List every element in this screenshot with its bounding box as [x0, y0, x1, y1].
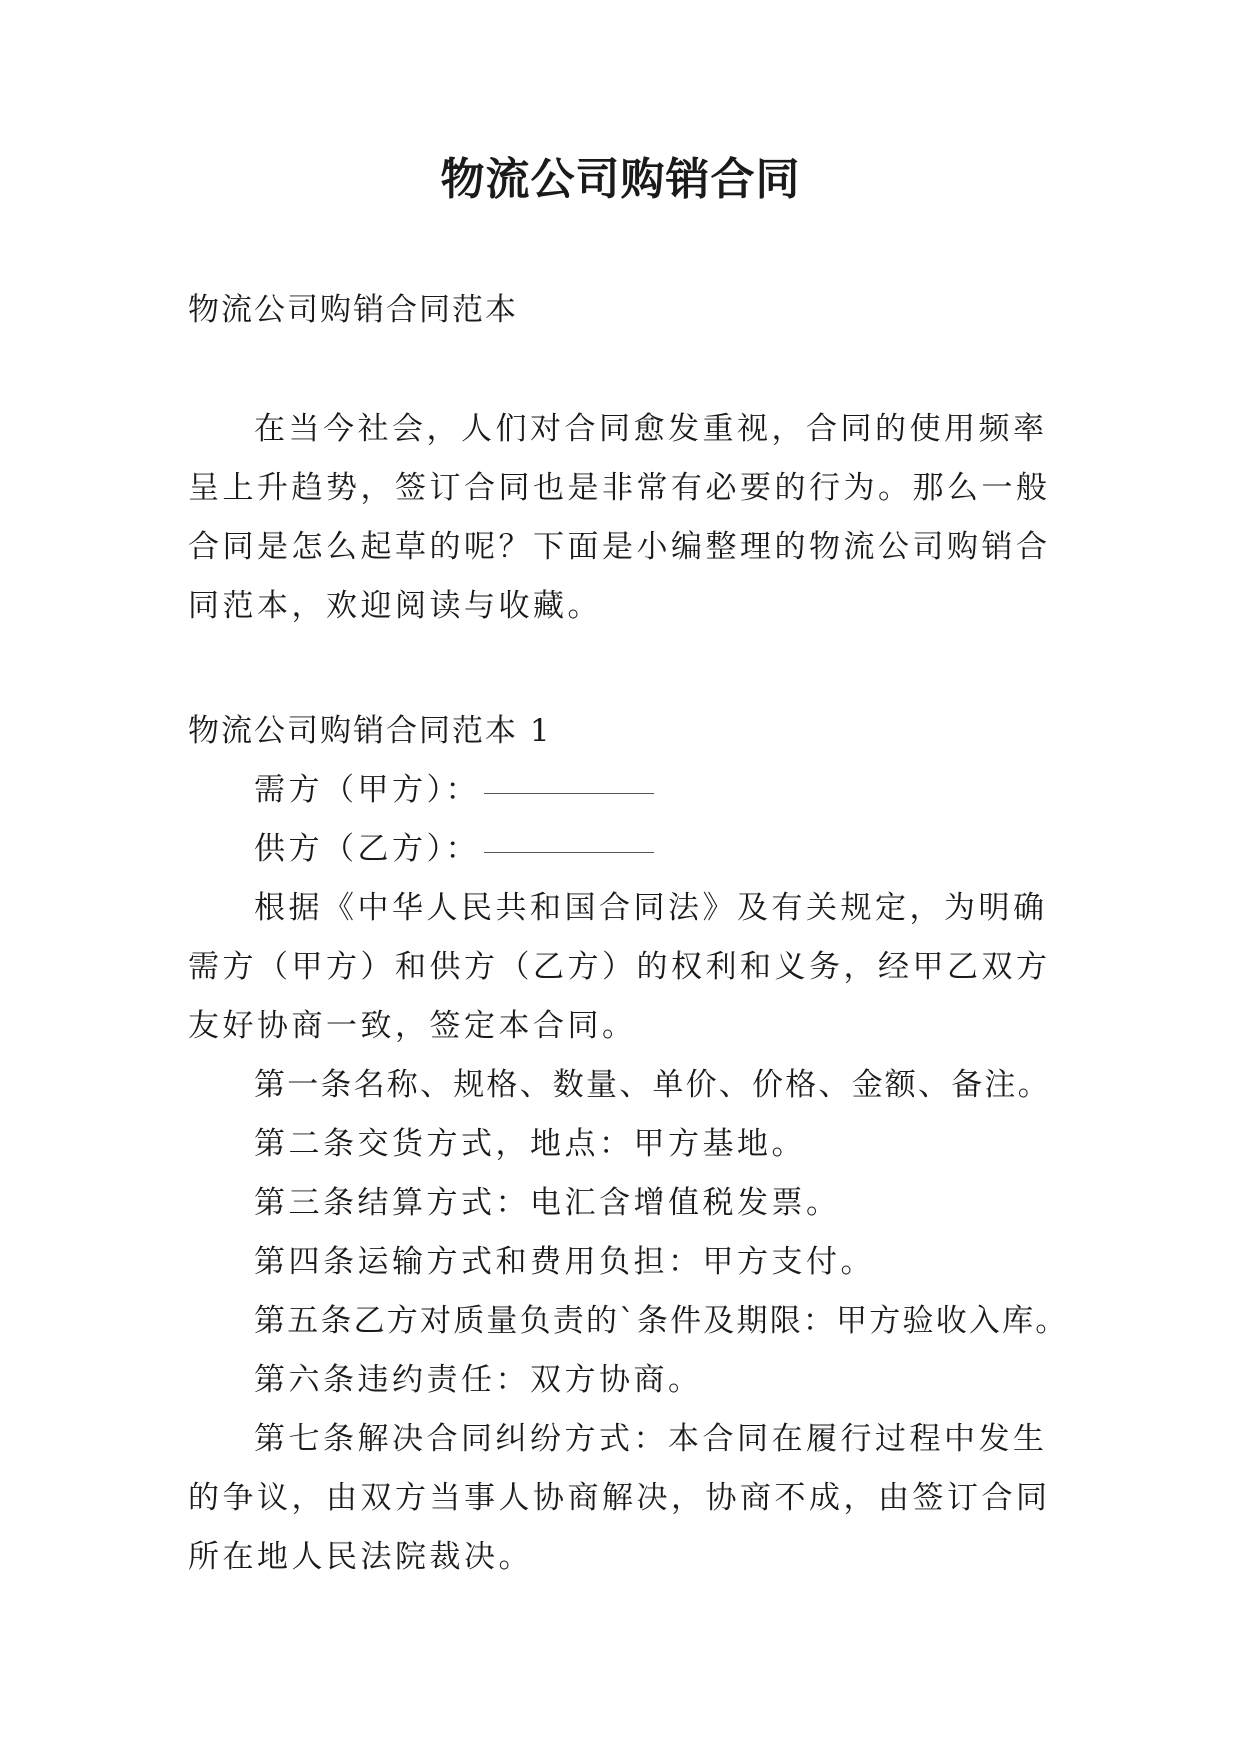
party-b-line — [188, 820, 1068, 879]
article-1: 第一条名称、规格、数量、单价、价格、金额、备注。 — [254, 1067, 1051, 1103]
intro-paragraph: 在当今社会，人们对合同愈发重视，合同的使用频率呈上升趋势，签订合同也是非常有必要的行为。那么一般合同是怎么起草的呢？下面是小编整理的物流公司购销合同范本，欢迎阅读与收藏。 — [188, 411, 1051, 624]
party-a-value: ___________ — [484, 795, 528, 804]
party-a-blank — [484, 763, 654, 804]
article-6: 第六条违约责任：双方协商。 — [254, 1362, 703, 1398]
article-2: 第二条交货方式，地点：甲方基地。 — [254, 1126, 806, 1162]
party-b-label: 供方（乙方）： — [254, 831, 480, 867]
document-title: 物流公司购销合同 — [440, 154, 801, 205]
party-a-line — [188, 761, 1068, 820]
article-7: 第七条解决合同纠纷方式：本合同在履行过程中发生的争议，由双方当事人协商解决，协商不成，由签订合同所在地人民法院裁决。 — [188, 1421, 1051, 1575]
party-b-blank — [484, 822, 654, 863]
document-subtitle: 物流公司购销合同范本 — [188, 292, 518, 328]
party-a-label: 需方（甲方）： — [254, 772, 480, 808]
contract-section — [188, 702, 1068, 1587]
article-3: 第三条结算方式：电汇含增值税发票。 — [254, 1185, 841, 1221]
preamble-paragraph: 根据《中华人民共和国合同法》及有关规定，为明确需方（甲方）和供方（乙方）的权利和义务，经甲乙双方友好协商一致，签定本合同。 — [188, 890, 1051, 1044]
party-b-value: ___________ — [484, 854, 528, 863]
article-5: 第五条乙方对质量负责的`条件及期限：甲方验收入库。 — [254, 1303, 1069, 1339]
intro-section — [188, 400, 1068, 636]
section-heading: 物流公司购销合同范本 1 — [188, 713, 552, 749]
article-4: 第四条运输方式和费用负担：甲方支付。 — [254, 1244, 875, 1280]
